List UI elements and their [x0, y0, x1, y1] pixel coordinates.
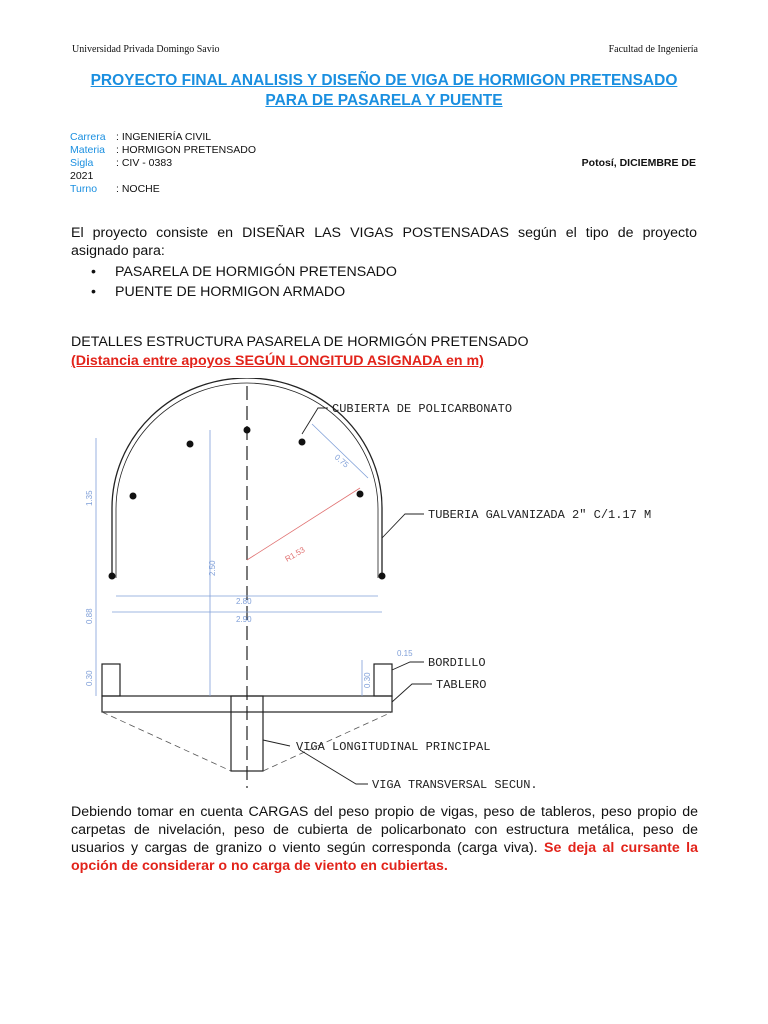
meta-val-materia: : HORMIGON PRETENSADO [116, 144, 257, 156]
dim-line [312, 424, 368, 478]
right-curb [374, 664, 392, 696]
dim-label-030b: 0.30 [363, 672, 372, 688]
section-heading: DETALLES ESTRUCTURA PASARELA DE HORMIGÓN PRETENSADO [71, 334, 529, 350]
leader-viga-long [263, 740, 290, 746]
bullet-icon: • [91, 264, 96, 280]
leader-tuberia [382, 514, 424, 538]
meta-val-sigla: : CIV - 0383 [116, 157, 173, 169]
meta-row-carrera [70, 131, 696, 144]
structure-cross-section-drawing [0, 378, 768, 798]
dim-label-015: 0.15 [397, 649, 413, 658]
title-line-2: PARA DE PASARELA Y PUENTE [265, 92, 503, 109]
pipe-dot [244, 427, 251, 434]
left-curb [102, 664, 120, 696]
project-list [91, 262, 397, 302]
list-item [91, 282, 397, 302]
leader-bordillo [392, 662, 424, 670]
dim-label-030: 0.30 [85, 670, 94, 686]
meta-key-carrera: Carrera [70, 131, 106, 143]
header-university: Universidad Privada Domingo Savio [72, 44, 220, 55]
list-item [91, 262, 397, 282]
pipe-dot [299, 439, 306, 446]
label-tuberia: TUBERIA GALVANIZADA 2" C/1.17 M [428, 508, 652, 522]
bullet-icon: • [91, 284, 96, 300]
leader-tablero [392, 684, 432, 702]
meta-val-turno: : NOCHE [116, 183, 160, 195]
leader-cubierta [302, 408, 328, 434]
loads-text: Debiendo tomar en cuenta CARGAS del peso propio de vigas, peso de tableros, peso propio de carpetas de nivelación, peso de cubierta de policarbonato con estructura metálica, peso de usuarios y cargas de granizo o viento según corresponda (carga viva). [71, 804, 698, 856]
span-note: (Distancia entre apoyos SEGÚN LONGITUD ASIGNADA en m) [71, 353, 484, 369]
meta-key-sigla: Sigla [70, 157, 94, 169]
meta-year: 2021 [70, 170, 94, 182]
dim-label-290: 2.90 [236, 615, 252, 624]
pipe-dot [379, 573, 386, 580]
section-details [71, 333, 529, 371]
pipe-dot [357, 491, 364, 498]
label-cubierta: CUBIERTA DE POLICARBONATO [332, 402, 513, 416]
meta-row-turno [70, 183, 696, 196]
list-item-text: PASARELA DE HORMIGÓN PRETENSADO [115, 264, 397, 280]
label-bordillo: BORDILLO [428, 656, 486, 670]
meta-row-year [70, 170, 696, 183]
dim-label-250: 2.50 [208, 560, 217, 576]
leader-viga-trans [300, 750, 368, 784]
list-item-text: PUENTE DE HORMIGON ARMADO [115, 284, 346, 300]
dim-label-135: 1.35 [85, 490, 94, 506]
meta-key-turno: Turno [70, 183, 98, 195]
dim-label-radius: R1.53 [283, 545, 307, 564]
label-viga-transversal: VIGA TRANSVERSAL SECUN. [372, 778, 538, 792]
dim-label-280: 2.80 [236, 597, 252, 606]
header-faculty: Facultad de Ingeniería [608, 44, 698, 55]
pipe-dot [187, 441, 194, 448]
course-metadata [70, 131, 696, 196]
meta-row-materia [70, 144, 696, 157]
intro-paragraph: El proyecto consiste en DISEÑAR LAS VIGAS POSTENSADAS según el tipo de proyecto asignado para: [71, 225, 697, 259]
pipe-dot [109, 573, 116, 580]
meta-key-materia: Materia [70, 144, 106, 156]
wind-load-note: Se deja al cursante la opción de considerar o no carga de viento en cubiertas. [71, 840, 698, 874]
meta-row-sigla [70, 157, 696, 170]
dim-label-075: 0.75 [332, 452, 351, 470]
label-tablero: TABLERO [436, 678, 487, 692]
dim-label-088: 0.88 [85, 608, 94, 624]
pipe-dot [130, 493, 137, 500]
title-line-1: PROYECTO FINAL ANALISIS Y DISEÑO DE VIGA DE HORMIGON PRETENSADO [90, 72, 678, 89]
meta-date: Potosí, DICIEMBRE DE [581, 157, 696, 169]
loads-paragraph [71, 803, 698, 875]
label-viga-longitudinal: VIGA LONGITUDINAL PRINCIPAL [296, 740, 491, 754]
meta-val-carrera: : INGENIERÍA CIVIL [116, 131, 212, 143]
document-title [60, 71, 708, 111]
